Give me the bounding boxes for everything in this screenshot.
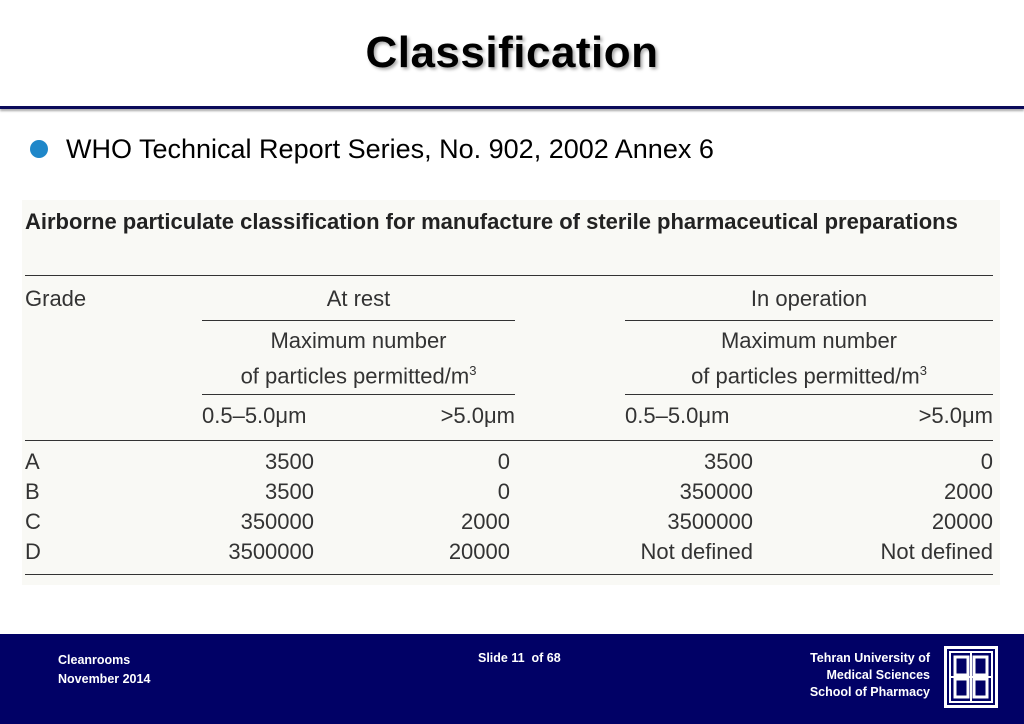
col-rest-large-header: >5.0μm [440, 403, 515, 428]
in-operation-rule [625, 320, 993, 321]
classification-table-figure [22, 200, 1000, 585]
at-rest-header: At rest [326, 286, 391, 311]
table-caption: Airborne particulate classification for manufacture of sterile pharmaceutical preparations [25, 209, 958, 234]
row-d-rest-small: 3500000 [228, 539, 314, 564]
bullet-dot-icon [30, 140, 48, 158]
footer-left [58, 651, 150, 689]
row-b-op-small: 350000 [679, 479, 753, 504]
row-a-grade: A [25, 449, 40, 474]
footer-date: November 2014 [58, 672, 151, 686]
row-a-rest-large: 0 [497, 449, 510, 474]
row-d-rest-large: 20000 [448, 539, 510, 564]
in-operation-max-text: of particles permitted/m [691, 363, 920, 389]
table-top-rule [25, 275, 993, 276]
at-rest-max-text: of particles permitted/m [240, 363, 470, 389]
university-logo-graphic [947, 649, 995, 705]
grade-header: Grade [25, 286, 87, 311]
row-a-rest-small: 3500 [265, 449, 314, 474]
bullet-text: WHO Technical Report Series, No. 902, 2002 Annex 6 [66, 133, 714, 164]
slide-footer [0, 634, 1024, 724]
row-b-op-large: 2000 [944, 479, 993, 504]
university-line2: Medical Sciences [826, 668, 930, 682]
at-rest-max-line2 [202, 358, 515, 389]
at-rest-max-sup: 3 [469, 363, 477, 378]
university-line3: School of Pharmacy [809, 685, 930, 699]
col-rest-small-header: 0.5–5.0μm [202, 403, 307, 428]
row-c-rest-large: 2000 [461, 509, 510, 534]
in-operation-header: In operation [750, 286, 868, 311]
title-divider [0, 106, 1024, 109]
table-bottom-rule [25, 574, 993, 575]
row-c-op-small: 3500000 [667, 509, 753, 534]
slide-number: Slide 11 of 68 [478, 651, 561, 665]
row-a-op-small: 3500 [704, 449, 753, 474]
row-d-grade: D [25, 539, 41, 564]
row-d-op-small: Not defined [640, 539, 753, 564]
at-rest-rule [202, 320, 515, 321]
in-operation-max-line2 [625, 358, 993, 389]
university-logo-icon [944, 646, 998, 708]
col-op-large-header: >5.0μm [918, 403, 993, 428]
university-line1: Tehran University of [810, 651, 930, 665]
row-c-rest-small: 350000 [240, 509, 314, 534]
at-rest-sub-rule [202, 394, 515, 395]
at-rest-max-line1: Maximum number [270, 328, 447, 353]
header-bottom-rule [25, 440, 993, 441]
row-c-op-large: 20000 [931, 509, 993, 534]
row-b-rest-large: 0 [497, 479, 510, 504]
row-b-grade: B [25, 479, 40, 504]
footer-topic: Cleanrooms [58, 653, 131, 667]
in-operation-max-sup: 3 [919, 363, 927, 378]
col-op-small-header: 0.5–5.0μm [625, 403, 730, 428]
slide-title: Classification [365, 28, 659, 77]
row-b-rest-small: 3500 [265, 479, 314, 504]
in-operation-max-line1: Maximum number [720, 328, 898, 353]
row-c-grade: C [25, 509, 41, 534]
bullet-item [30, 132, 714, 166]
in-operation-sub-rule [625, 394, 993, 395]
row-a-op-large: 0 [980, 449, 993, 474]
row-d-op-large: Not defined [880, 539, 993, 564]
footer-university [810, 650, 930, 701]
